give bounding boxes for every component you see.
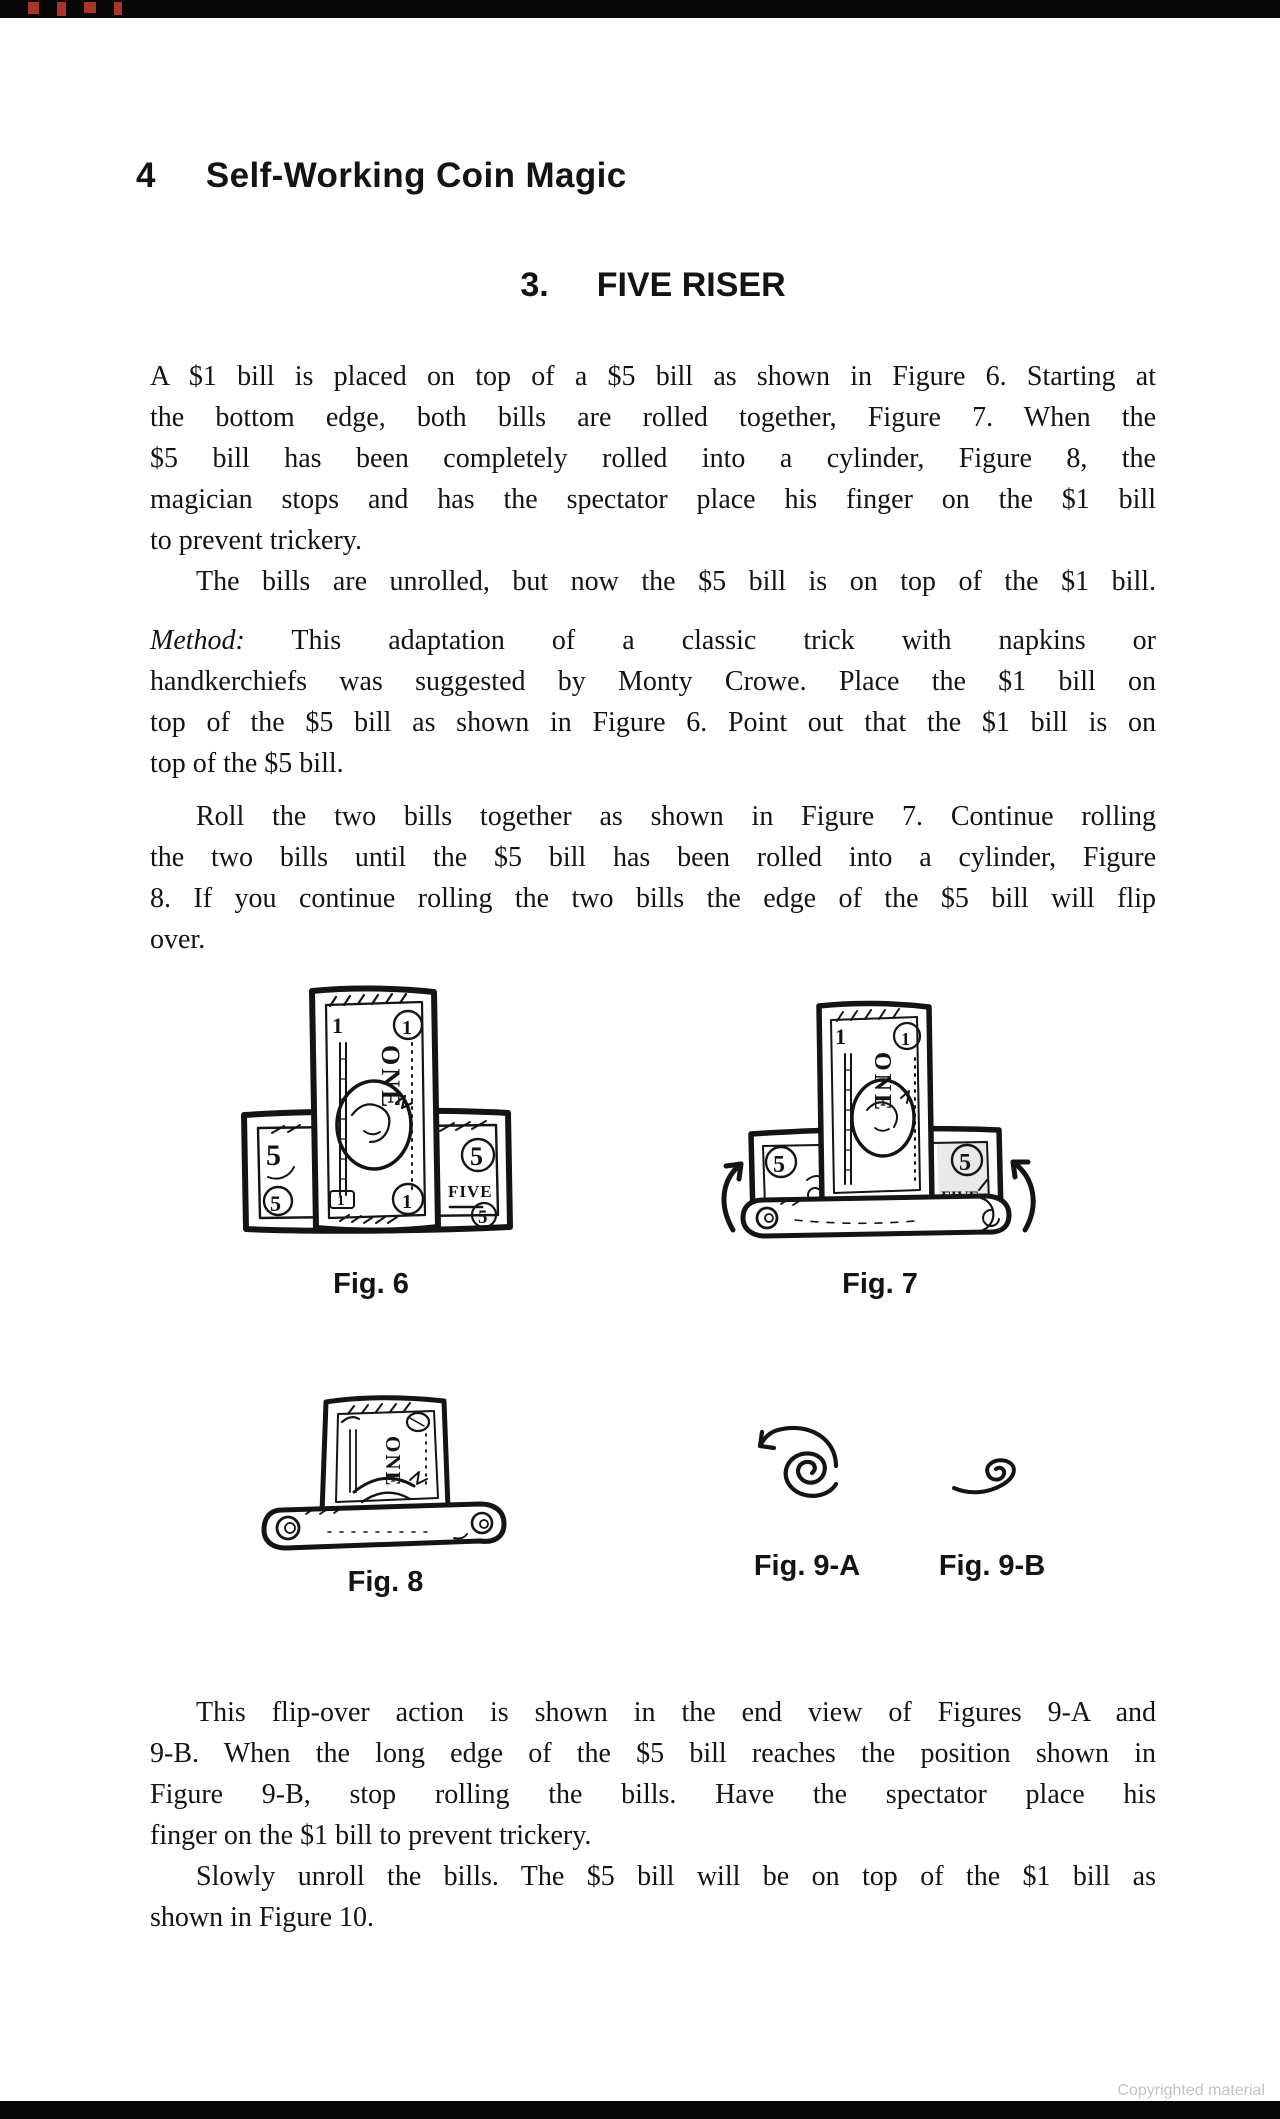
paragraph-flipover bbox=[150, 1692, 1156, 1856]
text-line: top of the $5 bill. bbox=[150, 748, 344, 779]
text-line: to prevent trickery. bbox=[150, 525, 362, 556]
fig9b-caption: Fig. 9-B bbox=[938, 1550, 1046, 1582]
page-number: 4 bbox=[136, 156, 156, 195]
text-line bbox=[150, 620, 1156, 661]
text-line: A $1 bill is placed on top of a $5 bill as shown in Figure 6. Starting at bbox=[150, 361, 1156, 392]
spiral-end-view bbox=[954, 1460, 1014, 1492]
text-line: magician stops and has the spectator place his finger on the $1 bill bbox=[150, 484, 1156, 515]
scan-registration-marks bbox=[28, 2, 122, 16]
svg-text:1: 1 bbox=[402, 1191, 412, 1213]
svg-text:5: 5 bbox=[773, 1152, 785, 1178]
fig6-bills-illustration bbox=[236, 985, 516, 1235]
method-text: This adaptation of a classic trick with napkins or bbox=[291, 625, 1156, 656]
section-title bbox=[150, 266, 1156, 305]
text-line: Roll the two bills together as shown in Figure 7. Continue rolling bbox=[196, 801, 1156, 832]
svg-text:ONE: ONE bbox=[381, 1436, 405, 1488]
text-line: the bottom edge, both bills are rolled together, Figure 7. When the bbox=[150, 402, 1156, 433]
svg-text:5: 5 bbox=[470, 1142, 483, 1171]
text-line: $5 bill has been completely rolled into a cylinder, Figure 8, the bbox=[150, 443, 1156, 474]
book-title: Self-Working Coin Magic bbox=[205, 156, 627, 195]
paragraph-roll bbox=[150, 796, 1156, 960]
fig7-rolling-bills-illustration bbox=[715, 998, 1045, 1238]
fig6-caption: Fig. 6 bbox=[333, 1268, 409, 1300]
method-label: Method: bbox=[150, 625, 245, 656]
text-line: The bills are unrolled, but now the $5 bill is on top of the $1 bill. bbox=[196, 566, 1156, 597]
one-dollar-bill bbox=[312, 988, 438, 1230]
text-line: shown in Figure 10. bbox=[150, 1902, 374, 1933]
text-line: finger on the $1 bill to prevent trickery. bbox=[150, 1820, 592, 1851]
svg-text:5: 5 bbox=[266, 1139, 281, 1172]
registration-mark bbox=[84, 2, 96, 13]
svg-text:5: 5 bbox=[959, 1150, 971, 1176]
registration-mark bbox=[28, 2, 39, 14]
text-line: This flip-over action is shown in the end view of Figures 9-A and bbox=[196, 1697, 1156, 1728]
text-line: Slowly unroll the bills. The $5 bill will be on top of the $1 bill as bbox=[196, 1861, 1156, 1892]
text-line: handkerchiefs was suggested by Monty Crowe. Place the $1 bill on bbox=[150, 666, 1156, 697]
fig9a-caption: Fig. 9-A bbox=[753, 1550, 861, 1582]
rolled-tube bbox=[264, 1504, 504, 1548]
rolled-tube bbox=[743, 1196, 1009, 1236]
fig8-rolled-cylinder-illustration bbox=[258, 1392, 513, 1554]
one-dollar-bill bbox=[322, 1398, 448, 1513]
section-number: 3. bbox=[520, 266, 549, 304]
fig9b-end-view-spiral-illustration bbox=[950, 1452, 1028, 1498]
svg-text:1: 1 bbox=[337, 1193, 345, 1209]
svg-text:5: 5 bbox=[270, 1191, 281, 1216]
text-line: top of the $5 bill as shown in Figure 6. Point out that the $1 bill is on bbox=[150, 707, 1156, 738]
copyright-watermark: Copyrighted material bbox=[1117, 2082, 1265, 2099]
scan-edge-bar-bottom bbox=[0, 2101, 1280, 2119]
text-line: over. bbox=[150, 924, 206, 955]
text-line: the two bills until the $5 bill has been rolled into a cylinder, Figure bbox=[150, 842, 1156, 873]
registration-mark bbox=[57, 2, 66, 16]
spiral-end-view bbox=[786, 1453, 836, 1495]
text-line: 9-B. When the long edge of the $5 bill reaches the position shown in bbox=[150, 1738, 1156, 1769]
paragraph-intro bbox=[150, 356, 1156, 602]
svg-text:1: 1 bbox=[332, 1013, 343, 1038]
svg-text:1: 1 bbox=[835, 1024, 846, 1049]
running-head bbox=[136, 156, 627, 196]
fig8-caption: Fig. 8 bbox=[347, 1566, 424, 1598]
one-dollar-bill bbox=[819, 1003, 932, 1205]
text-line: Figure 9-B, stop rolling the bills. Have the spectator place his bbox=[150, 1779, 1156, 1810]
svg-text:ONE: ONE bbox=[376, 1045, 405, 1111]
roll-arrow-left-icon bbox=[724, 1164, 741, 1230]
section-name: FIVE RISER bbox=[596, 266, 786, 304]
svg-text:1: 1 bbox=[901, 1029, 910, 1049]
paragraph-unroll bbox=[150, 1856, 1156, 1938]
svg-text:FIVE: FIVE bbox=[448, 1182, 493, 1201]
svg-text:5: 5 bbox=[478, 1207, 488, 1228]
svg-text:ONE: ONE bbox=[869, 1052, 895, 1114]
registration-mark bbox=[114, 2, 122, 15]
scan-edge-bar-top bbox=[0, 0, 1280, 18]
text-line: 8. If you continue rolling the two bills the edge of the $5 bill will flip bbox=[150, 883, 1156, 914]
roll-arrow-right-icon bbox=[1013, 1162, 1033, 1230]
paragraph-method bbox=[150, 620, 1156, 784]
fig9a-end-view-spiral-illustration bbox=[748, 1418, 860, 1504]
fig7-caption: Fig. 7 bbox=[842, 1268, 918, 1300]
svg-text:1: 1 bbox=[402, 1017, 412, 1039]
